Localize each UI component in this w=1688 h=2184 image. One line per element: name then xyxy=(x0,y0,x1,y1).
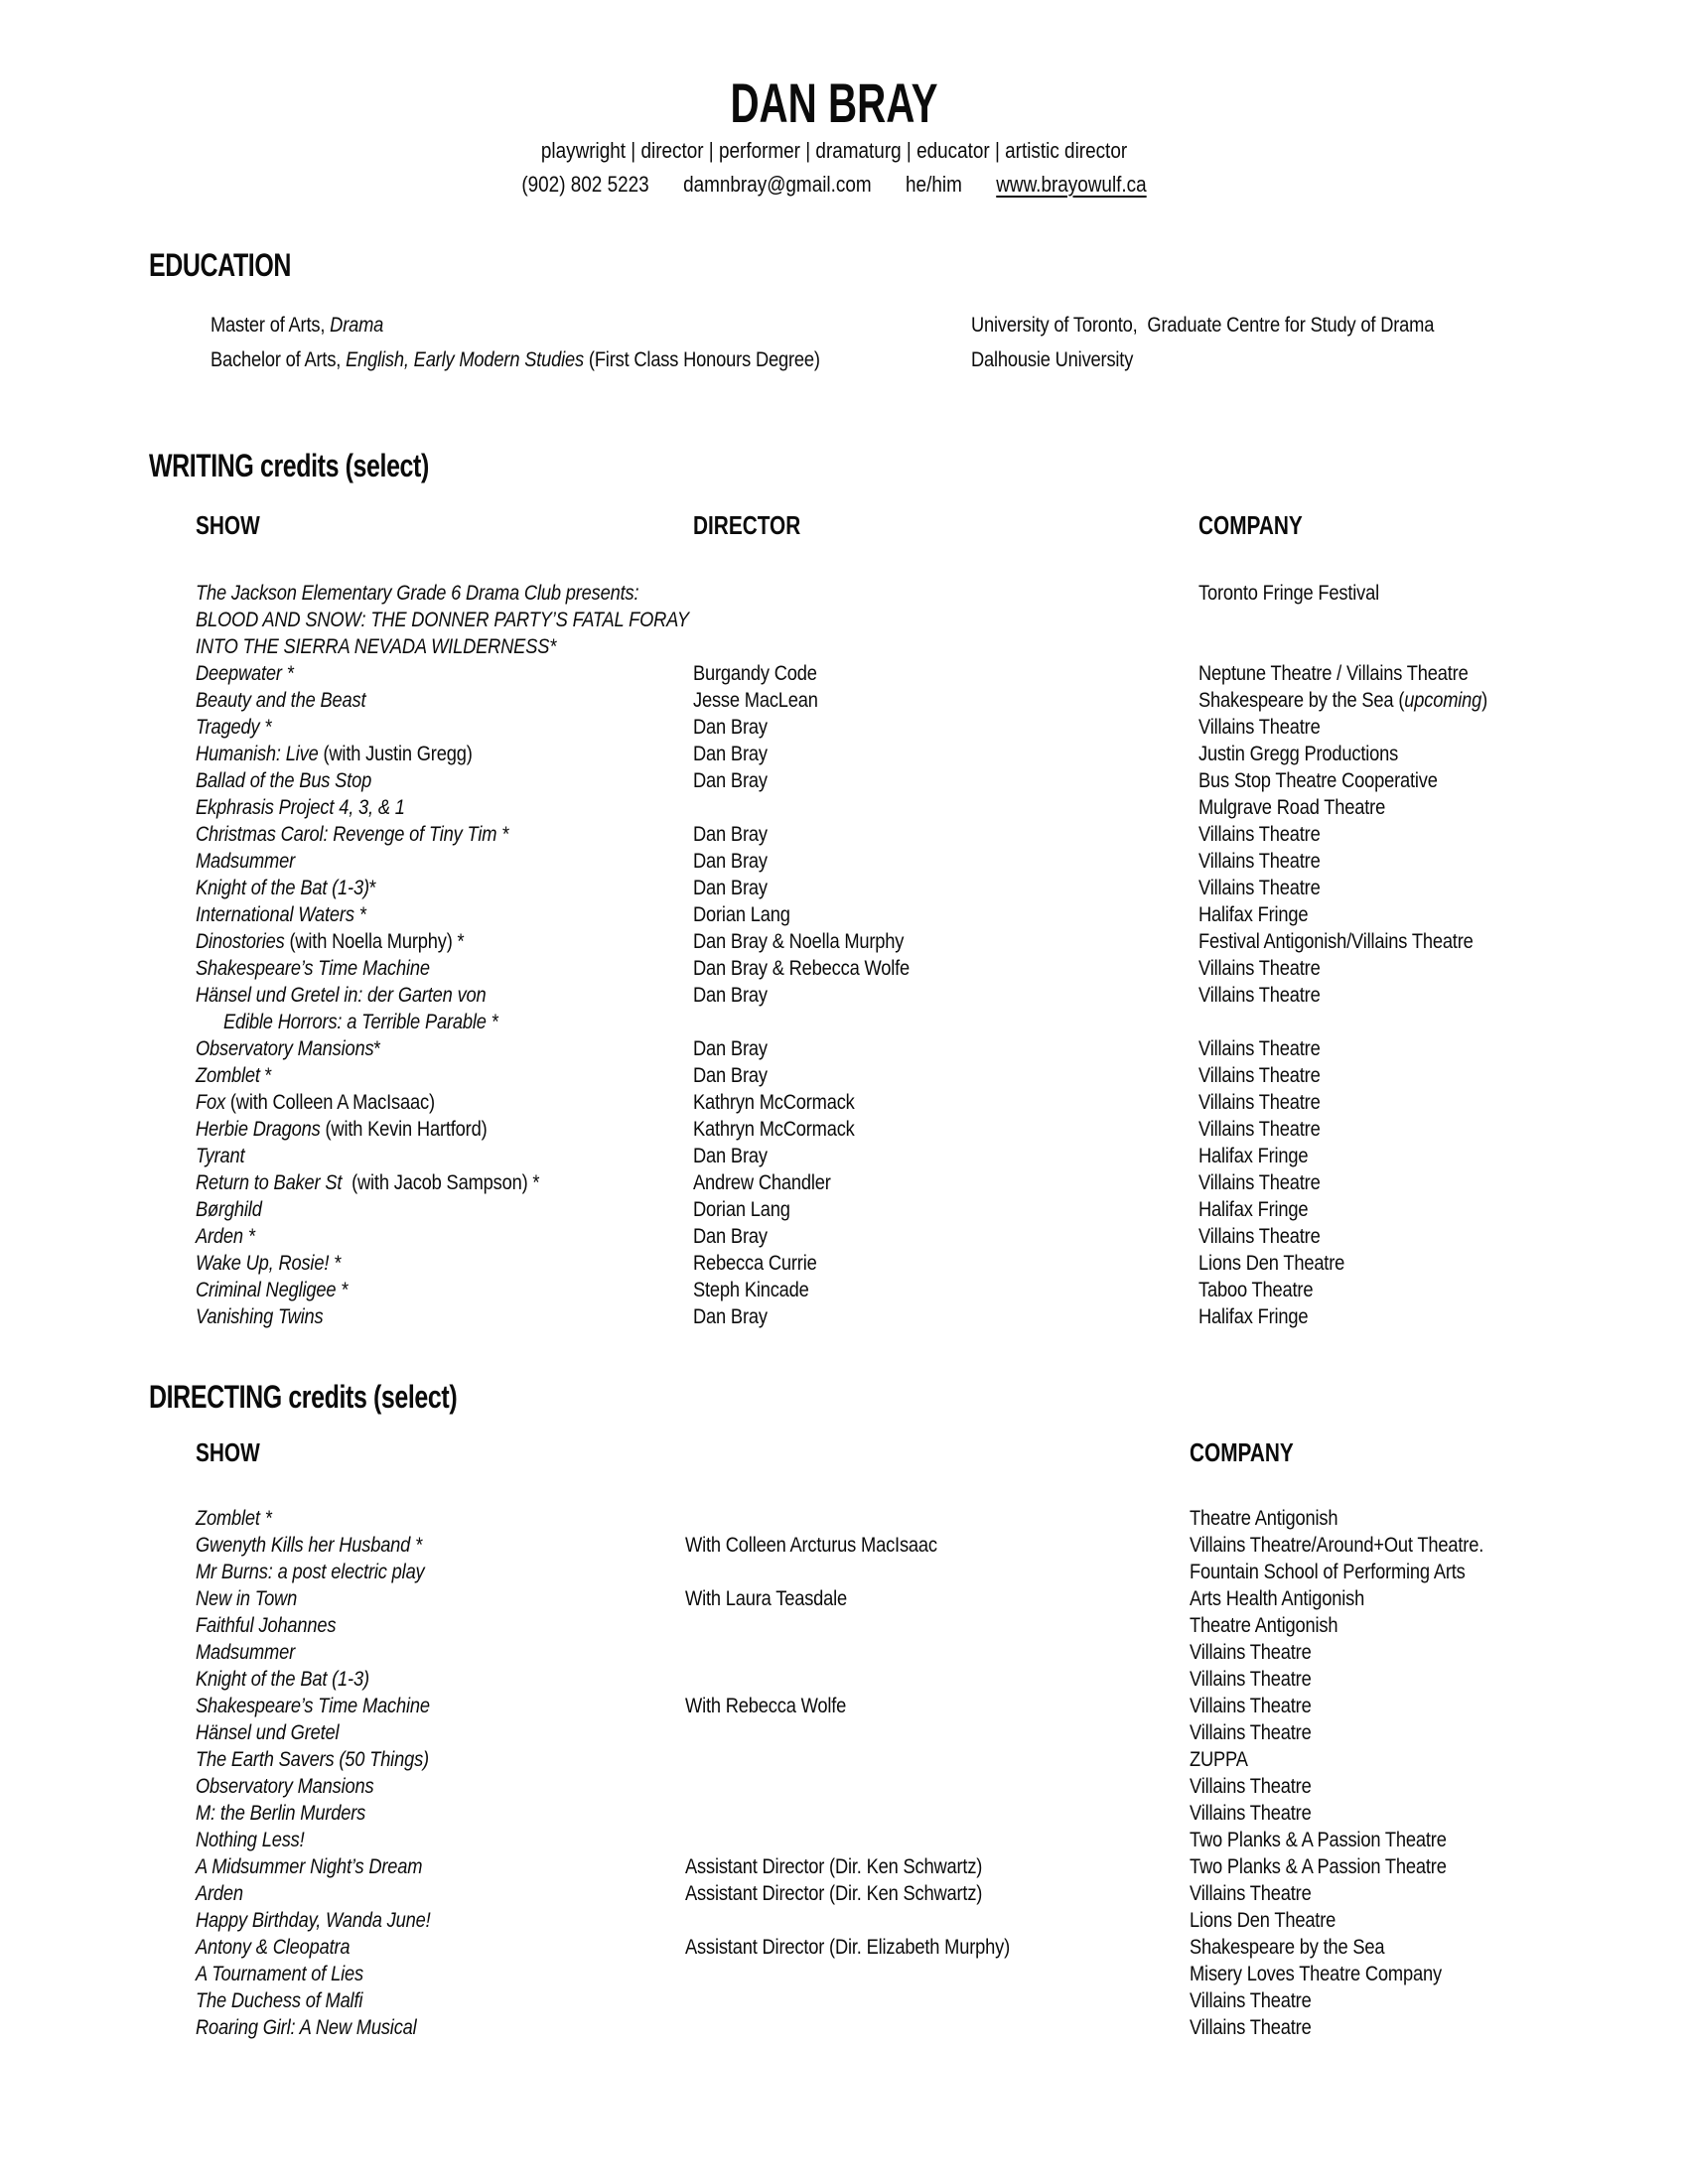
company-cell: Villains Theatre xyxy=(1198,1224,1321,1248)
show-cell xyxy=(196,1639,295,1666)
text-segment: Return to Baker St xyxy=(196,1170,343,1194)
education-institutions xyxy=(971,308,1515,377)
show-cell xyxy=(196,1250,341,1277)
show-cell xyxy=(196,1693,430,1719)
company-cell: Villains Theatre xyxy=(1198,1063,1321,1087)
text-segment: Antony & Cleopatra xyxy=(196,1935,351,1959)
text-segment: A Midsummer Night’s Dream xyxy=(196,1854,423,1878)
text-segment: Knight of the Bat (1-3) xyxy=(196,876,369,899)
company-cell: Villains Theatre xyxy=(1198,715,1321,739)
company-cell: Fountain School of Performing Arts xyxy=(1190,1560,1466,1583)
show-cell xyxy=(196,767,371,794)
show-cell xyxy=(196,2014,417,2041)
writing-column-header-company: COMPANY xyxy=(1198,510,1303,540)
text-segment: Humanish: Live xyxy=(196,742,319,765)
text-segment: Nothing Less! xyxy=(196,1828,305,1851)
text-segment: Master of Arts, xyxy=(211,313,331,337)
company-cell: Villains Theatre xyxy=(1190,1881,1312,1905)
website-link[interactable]: www.brayowulf.ca xyxy=(996,172,1147,197)
directing-credit-row xyxy=(0,1585,1688,1612)
text-segment: * xyxy=(264,1063,272,1087)
company-cell: ZUPPA xyxy=(1190,1747,1248,1771)
text-segment: New in Town xyxy=(196,1586,298,1610)
show-cell xyxy=(196,1089,435,1116)
show-cell xyxy=(196,1666,369,1693)
writing-credit-row xyxy=(0,1089,1688,1116)
directing-credit-row xyxy=(0,1532,1688,1559)
company-cell: Lions Den Theatre xyxy=(1190,1908,1336,1932)
company-cell: Villains Theatre/Around+Out Theatre. xyxy=(1190,1533,1484,1557)
director-cell: Kathryn McCormack xyxy=(693,1117,855,1141)
company-cell: Halifax Fringe xyxy=(1198,1304,1309,1328)
text-segment: Observatory Mansions xyxy=(196,1774,374,1798)
show-cell xyxy=(196,1612,336,1639)
show-cell xyxy=(196,901,366,928)
show-cell xyxy=(196,1585,297,1612)
text-segment: Madsummer xyxy=(196,849,296,873)
text-segment: Madsummer xyxy=(196,1640,296,1664)
text-segment: Arden * xyxy=(196,1224,255,1248)
roles-line: playwright | director | performer | dramaturg | educator | artistic director xyxy=(540,138,1128,163)
directing-credit-row xyxy=(0,1907,1688,1934)
show-cell xyxy=(196,1143,244,1169)
show-cell xyxy=(196,1853,422,1880)
writing-credit-row xyxy=(0,1009,1688,1035)
directing-credit-row xyxy=(0,1880,1688,1907)
company-cell: Two Planks & A Passion Theatre xyxy=(1190,1854,1447,1878)
text-segment: * xyxy=(368,876,376,899)
directing-credit-row xyxy=(0,1612,1688,1639)
writing-credit-row xyxy=(0,1169,1688,1196)
text-segment: (First Class Honours Degree) xyxy=(583,347,820,371)
writing-credit-row xyxy=(0,1062,1688,1089)
director-cell: Dan Bray xyxy=(693,983,768,1007)
text-segment: upcoming xyxy=(1404,688,1482,712)
directing-credit-row xyxy=(0,1934,1688,1961)
director-cell: Dan Bray xyxy=(693,1144,768,1167)
role-note-cell: With Rebecca Wolfe xyxy=(685,1694,847,1717)
company-cell: Villains Theatre xyxy=(1198,849,1321,873)
director-cell: Kathryn McCormack xyxy=(693,1090,855,1114)
company-cell: Villains Theatre xyxy=(1198,822,1321,846)
director-cell: Rebecca Currie xyxy=(693,1251,817,1275)
show-cell xyxy=(196,1773,373,1800)
director-cell: Burgandy Code xyxy=(693,661,817,685)
show-cell xyxy=(196,687,365,714)
director-cell: Dan Bray xyxy=(693,742,768,765)
director-cell: Andrew Chandler xyxy=(693,1170,831,1194)
text-segment: M: the Berlin Murders xyxy=(196,1801,366,1825)
writing-credit-row xyxy=(0,1196,1688,1223)
company-cell: Villains Theatre xyxy=(1190,1774,1312,1798)
company-cell: Villains Theatre xyxy=(1190,1667,1312,1691)
education-degree xyxy=(211,308,820,342)
directing-credit-row xyxy=(0,1505,1688,1532)
writing-credit-row xyxy=(0,1143,1688,1169)
writing-credit-row xyxy=(0,1116,1688,1143)
text-segment: * xyxy=(373,1036,381,1060)
directing-credit-row xyxy=(0,1666,1688,1693)
text-segment: The Duchess of Malfi xyxy=(196,1988,363,2012)
company-cell: Villains Theatre xyxy=(1198,1036,1321,1060)
show-cell xyxy=(196,848,295,875)
show-cell xyxy=(196,741,473,767)
show-cell xyxy=(196,982,487,1009)
text-segment: Shakespeare’s Time Machine xyxy=(196,956,430,980)
show-cell xyxy=(196,1532,422,1559)
education-heading: EDUCATION xyxy=(149,247,292,283)
show-cell xyxy=(196,955,430,982)
show-cell xyxy=(196,1987,362,2014)
company-cell: Villains Theatre xyxy=(1198,983,1321,1007)
director-cell: Dan Bray xyxy=(693,1063,768,1087)
directing-credit-row xyxy=(0,1853,1688,1880)
show-cell xyxy=(196,1505,272,1532)
show-cell xyxy=(196,1800,365,1827)
writing-column-header-director: DIRECTOR xyxy=(693,510,801,540)
role-note-cell: Assistant Director (Dir. Ken Schwartz) xyxy=(685,1881,983,1905)
show-cell xyxy=(196,1559,425,1585)
writing-credits-heading: WRITING credits (select) xyxy=(149,448,429,483)
writing-credit-row xyxy=(0,767,1688,794)
director-cell: Jesse MacLean xyxy=(693,688,818,712)
text-segment: Dinostories xyxy=(196,929,285,953)
text-segment: The Earth Savers (50 Things) xyxy=(196,1747,429,1771)
show-cell xyxy=(196,1907,431,1934)
writing-credit-row xyxy=(0,714,1688,741)
text-segment: (with Jacob Sampson) * xyxy=(342,1170,540,1194)
show-cell xyxy=(196,1277,348,1303)
text-segment: Shakespeare’s Time Machine xyxy=(196,1694,430,1717)
show-cell xyxy=(196,1827,305,1853)
company-cell: Villains Theatre xyxy=(1190,1801,1312,1825)
text-segment: English, Early Modern Studies xyxy=(346,347,584,371)
writing-credit-row xyxy=(0,687,1688,714)
company-cell: Festival Antigonish/Villains Theatre xyxy=(1198,929,1474,953)
company-cell: Villains Theatre xyxy=(1198,1090,1321,1114)
text-segment: A Tournament of Lies xyxy=(196,1962,363,1985)
writing-credit-row xyxy=(0,607,1688,633)
text-segment: Christmas Carol: Revenge of Tiny Tim * xyxy=(196,822,509,846)
company-cell: Villains Theatre xyxy=(1190,1988,1312,2012)
show-cell xyxy=(196,633,556,660)
show-cell xyxy=(196,1961,363,1987)
company-cell: Misery Loves Theatre Company xyxy=(1190,1962,1442,1985)
writing-credit-row xyxy=(0,821,1688,848)
show-cell xyxy=(196,580,638,607)
text-segment: The Jackson Elementary Grade 6 Drama Club presents: xyxy=(196,581,639,605)
text-segment: Zomblet * xyxy=(196,1506,272,1530)
directing-column-header-show: SHOW xyxy=(196,1437,260,1467)
directing-column-header-company: COMPANY xyxy=(1190,1437,1294,1467)
company-cell: Villains Theatre xyxy=(1190,1720,1312,1744)
directing-credit-row xyxy=(0,1746,1688,1773)
company-cell: Two Planks & A Passion Theatre xyxy=(1190,1828,1447,1851)
writing-credit-row xyxy=(0,741,1688,767)
show-cell xyxy=(196,1880,243,1907)
writing-credit-row xyxy=(0,928,1688,955)
writing-credit-row xyxy=(0,794,1688,821)
text-segment: Fox xyxy=(196,1090,225,1114)
text-segment: Vanishing Twins xyxy=(196,1304,324,1328)
show-cell xyxy=(223,1009,498,1035)
text-segment: Tyrant xyxy=(196,1144,245,1167)
writing-credit-row xyxy=(0,901,1688,928)
directing-credit-row xyxy=(0,1559,1688,1585)
text-segment: (with Kevin Hartford) xyxy=(320,1117,488,1141)
show-cell xyxy=(196,875,376,901)
company-cell: Halifax Fringe xyxy=(1198,902,1309,926)
company-cell: Mulgrave Road Theatre xyxy=(1198,795,1386,819)
directing-credit-row xyxy=(0,1639,1688,1666)
director-cell: Dorian Lang xyxy=(693,902,790,926)
education-degree xyxy=(211,342,820,377)
text-segment: Knight of the Bat (1-3) xyxy=(196,1667,369,1691)
director-cell: Dan Bray xyxy=(693,715,768,739)
page-title: DAN BRAY xyxy=(730,71,938,134)
company-cell: Theatre Antigonish xyxy=(1190,1613,1338,1637)
directing-credit-row xyxy=(0,1987,1688,2014)
text-segment: International Waters * xyxy=(196,902,366,926)
director-cell: Dan Bray xyxy=(693,768,768,792)
company-cell: Justin Gregg Productions xyxy=(1198,742,1399,765)
role-note-cell: Assistant Director (Dir. Elizabeth Murphy) xyxy=(685,1935,1010,1959)
company-cell: Bus Stop Theatre Cooperative xyxy=(1198,768,1438,792)
writing-credit-row xyxy=(0,848,1688,875)
show-cell xyxy=(196,1934,350,1961)
writing-credit-row xyxy=(0,660,1688,687)
text-segment: Børghild xyxy=(196,1197,262,1221)
company-cell: Villains Theatre xyxy=(1190,1694,1312,1717)
text-segment: Faithful Johannes xyxy=(196,1613,337,1637)
show-cell xyxy=(196,821,508,848)
writing-credit-row xyxy=(0,982,1688,1009)
education-institution: Dalhousie University xyxy=(971,347,1134,371)
text-segment: (with Noella Murphy) * xyxy=(284,929,465,953)
education-degrees xyxy=(211,308,927,377)
text-segment: Observatory Mansions xyxy=(196,1036,374,1060)
company-cell: Halifax Fringe xyxy=(1198,1197,1309,1221)
directing-credit-row xyxy=(0,1773,1688,1800)
text-segment: Tragedy * xyxy=(196,715,272,739)
director-cell: Dan Bray & Noella Murphy xyxy=(693,929,905,953)
company-cell: Toronto Fringe Festival xyxy=(1198,581,1379,605)
text-segment: Herbie Dragons xyxy=(196,1117,321,1141)
show-cell xyxy=(196,1746,429,1773)
text-segment: Mr Burns: a post electric play xyxy=(196,1560,425,1583)
director-cell: Dan Bray xyxy=(693,822,768,846)
writing-credit-row xyxy=(0,1250,1688,1277)
company-cell xyxy=(1198,687,1487,714)
show-cell xyxy=(196,714,271,741)
company-cell: Villains Theatre xyxy=(1198,876,1321,899)
text-segment: Beauty and the Beast xyxy=(196,688,366,712)
email-address[interactable]: damnbray@gmail.com xyxy=(683,172,872,197)
text-segment: (with Colleen A MacIsaac) xyxy=(224,1090,435,1114)
show-cell xyxy=(196,660,294,687)
director-cell: Steph Kincade xyxy=(693,1278,809,1301)
text-segment: Edible Horrors: a Terrible Parable * xyxy=(223,1010,498,1033)
director-cell: Dan Bray xyxy=(693,876,768,899)
text-segment: Ballad of the Bus Stop xyxy=(196,768,372,792)
role-note-cell: With Laura Teasdale xyxy=(685,1586,848,1610)
company-cell: Villains Theatre xyxy=(1190,2015,1312,2039)
show-cell xyxy=(196,1303,323,1330)
text-segment: Hänsel und Gretel in: der Garten von xyxy=(196,983,487,1007)
directing-credit-row xyxy=(0,1961,1688,1987)
text-segment: ) xyxy=(1481,688,1488,712)
company-cell: Villains Theatre xyxy=(1198,1170,1321,1194)
show-cell xyxy=(196,1116,488,1143)
text-segment: Roaring Girl: A New Musical xyxy=(196,2015,417,2039)
director-cell: Dorian Lang xyxy=(693,1197,790,1221)
show-cell xyxy=(196,1196,262,1223)
writing-credit-row xyxy=(0,875,1688,901)
writing-column-header-show: SHOW xyxy=(196,510,260,540)
company-cell: Villains Theatre xyxy=(1198,956,1321,980)
text-segment: Criminal Negligee * xyxy=(196,1278,349,1301)
text-segment: Zomblet xyxy=(196,1063,265,1087)
directing-credit-row xyxy=(0,1827,1688,1853)
text-segment: Ekphrasis Project 4, 3, & 1 xyxy=(196,795,405,819)
writing-credit-row xyxy=(0,1303,1688,1330)
show-cell xyxy=(196,928,464,955)
company-cell: Villains Theatre xyxy=(1198,1117,1321,1141)
writing-credit-row xyxy=(0,955,1688,982)
contact-line xyxy=(117,171,1552,199)
text-segment: INTO THE SIERRA NEVADA WILDERNESS* xyxy=(196,634,557,658)
show-cell xyxy=(196,1035,380,1062)
company-cell: Arts Health Antigonish xyxy=(1190,1586,1365,1610)
text-segment: Deepwater * xyxy=(196,661,294,685)
phone-number: (902) 802 5223 xyxy=(521,172,649,197)
directing-credit-row xyxy=(0,1800,1688,1827)
text-segment: Arden xyxy=(196,1881,243,1905)
company-cell: Halifax Fringe xyxy=(1198,1144,1309,1167)
director-cell: Dan Bray xyxy=(693,1224,768,1248)
role-note-cell: With Colleen Arcturus MacIsaac xyxy=(685,1533,937,1557)
directing-credit-row xyxy=(0,1693,1688,1719)
company-cell: Shakespeare by the Sea xyxy=(1190,1935,1385,1959)
text-segment: Drama xyxy=(330,313,384,337)
show-cell xyxy=(196,1062,272,1089)
show-cell xyxy=(196,1223,255,1250)
text-segment: Wake Up, Rosie! * xyxy=(196,1251,342,1275)
text-segment: Bachelor of Arts, xyxy=(211,347,347,371)
text-segment: (with Justin Gregg) xyxy=(318,742,473,765)
show-cell xyxy=(196,794,405,821)
writing-credit-row xyxy=(0,1277,1688,1303)
education-institution: University of Toronto, Graduate Centre for Study of Drama xyxy=(971,313,1435,337)
company-cell: Theatre Antigonish xyxy=(1190,1506,1338,1530)
director-cell: Dan Bray xyxy=(693,1304,768,1328)
directing-credit-row xyxy=(0,1719,1688,1746)
role-note-cell: Assistant Director (Dir. Ken Schwartz) xyxy=(685,1854,983,1878)
text-segment: Gwenyth Kills her Husband * xyxy=(196,1533,423,1557)
text-segment: Hänsel und Gretel xyxy=(196,1720,340,1744)
pronouns: he/him xyxy=(906,172,962,197)
text-segment: BLOOD AND SNOW: THE DONNER PARTY’S FATAL FORAY xyxy=(196,608,689,631)
show-cell xyxy=(196,607,689,633)
directing-credit-row xyxy=(0,2014,1688,2041)
writing-credit-row xyxy=(0,1223,1688,1250)
writing-credits-table xyxy=(0,580,1688,1330)
director-cell: Dan Bray xyxy=(693,1036,768,1060)
show-cell xyxy=(196,1719,339,1746)
directing-credits-heading: DIRECTING credits (select) xyxy=(149,1379,458,1415)
company-cell: Neptune Theatre / Villains Theatre xyxy=(1198,661,1469,685)
text-segment: Happy Birthday, Wanda June! xyxy=(196,1908,431,1932)
company-cell: Villains Theatre xyxy=(1190,1640,1312,1664)
writing-credit-row xyxy=(0,1035,1688,1062)
directing-credits-table xyxy=(0,1505,1688,2041)
show-cell xyxy=(196,1169,539,1196)
director-cell: Dan Bray xyxy=(693,849,768,873)
director-cell: Dan Bray & Rebecca Wolfe xyxy=(693,956,911,980)
writing-credit-row xyxy=(0,633,1688,660)
company-cell: Taboo Theatre xyxy=(1198,1278,1314,1301)
company-cell: Lions Den Theatre xyxy=(1198,1251,1345,1275)
writing-credit-row xyxy=(0,580,1688,607)
text-segment: Shakespeare by the Sea ( xyxy=(1198,688,1405,712)
